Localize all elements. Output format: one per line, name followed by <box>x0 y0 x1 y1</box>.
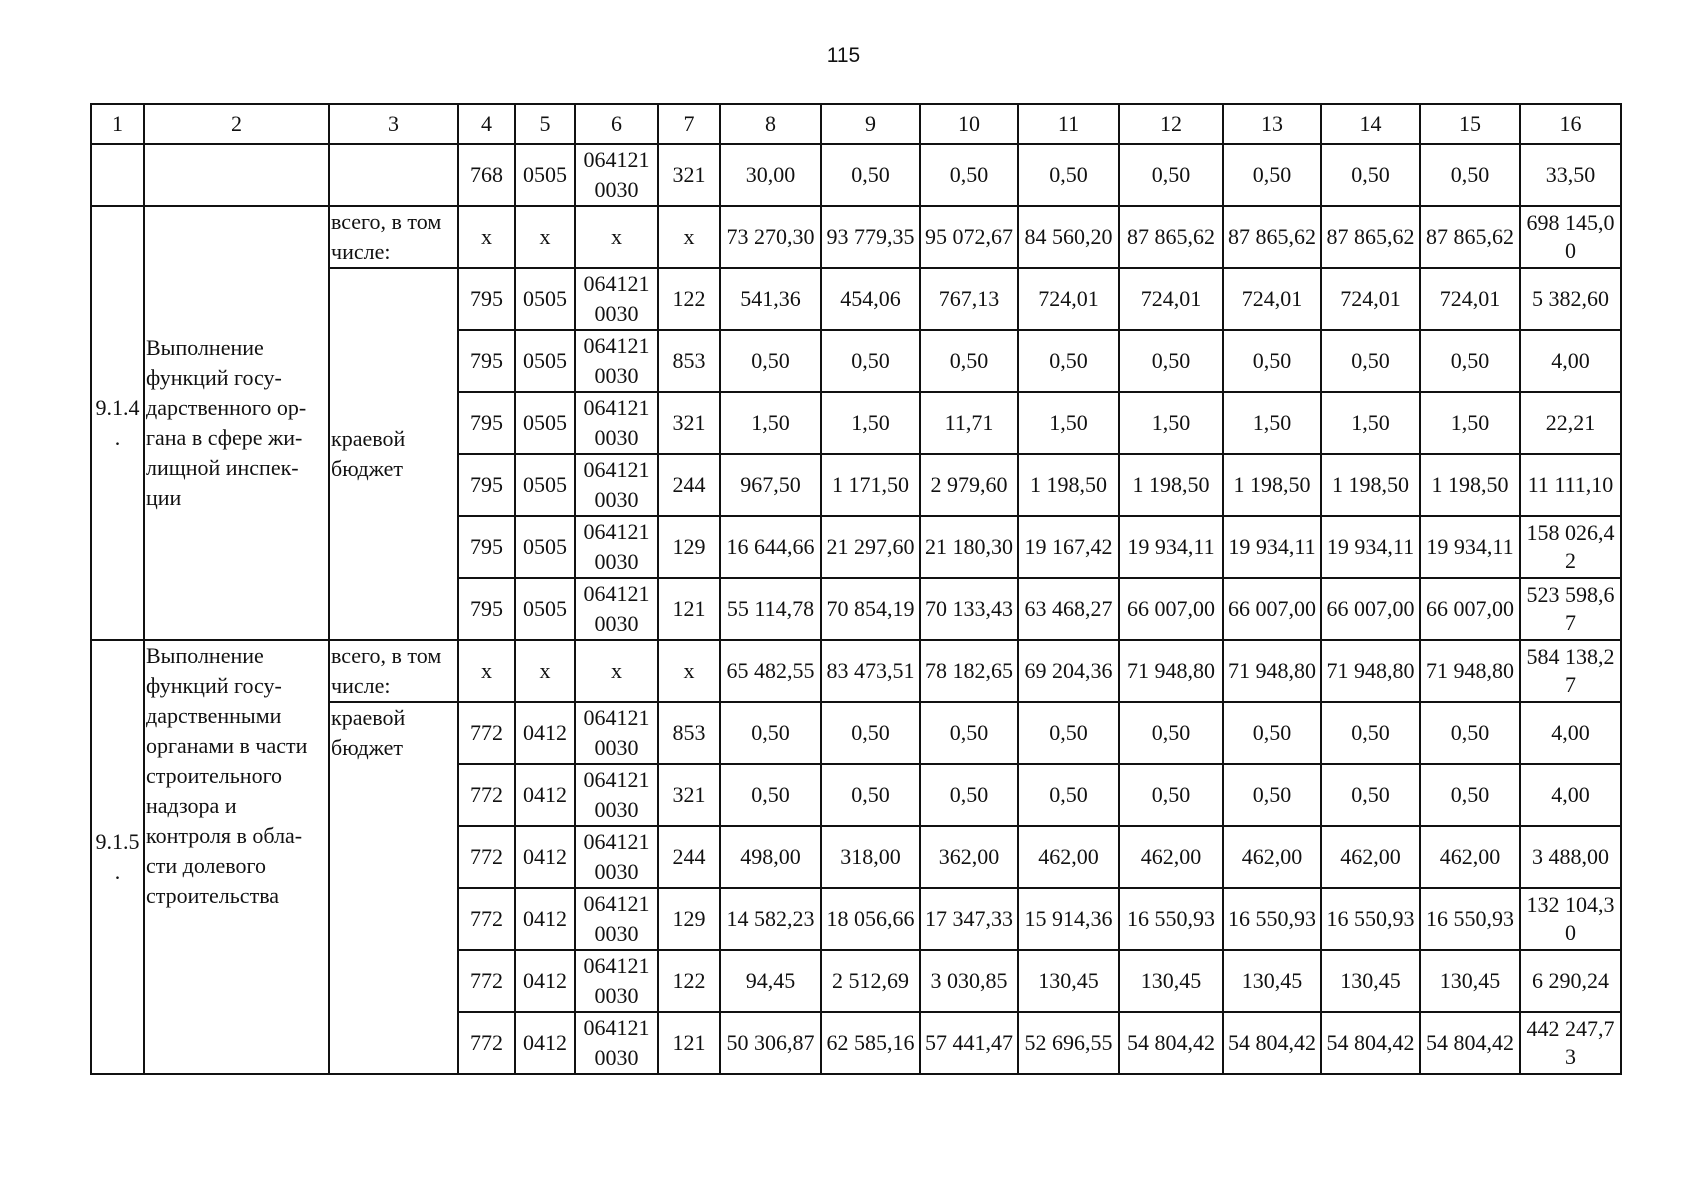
code-cell: 129 <box>658 888 720 950</box>
header-cell: 2 <box>144 104 329 144</box>
code-cell: 064121 0030 <box>575 516 658 578</box>
code-cell: 853 <box>658 330 720 392</box>
value-cell: 71 948,80 <box>1420 640 1520 702</box>
header-cell: 8 <box>720 104 821 144</box>
code-cell: 795 <box>458 330 515 392</box>
total-cell: 11 111,10 <box>1520 454 1621 516</box>
value-cell: 87 865,62 <box>1119 206 1223 268</box>
value-cell: 0,50 <box>1321 330 1420 392</box>
header-cell: 9 <box>821 104 920 144</box>
code-cell: x <box>458 206 515 268</box>
value-cell: 54 804,42 <box>1321 1012 1420 1074</box>
value-cell: 71 948,80 <box>1321 640 1420 702</box>
value-cell: 17 347,33 <box>920 888 1018 950</box>
value-cell: 130,45 <box>1321 950 1420 1012</box>
value-cell: 0,50 <box>1018 144 1119 206</box>
value-cell: 19 934,11 <box>1420 516 1520 578</box>
total-cell: 523 598,67 <box>1520 578 1621 640</box>
total-label: всего, в том числе: <box>329 206 458 268</box>
value-cell: 65 482,55 <box>720 640 821 702</box>
code-cell: 772 <box>458 888 515 950</box>
value-cell: 541,36 <box>720 268 821 330</box>
value-cell: 95 072,67 <box>920 206 1018 268</box>
value-cell: 19 934,11 <box>1223 516 1321 578</box>
value-cell: 1,50 <box>1420 392 1520 454</box>
table-row <box>91 144 1621 206</box>
row-index: 9.1.5 . <box>91 640 144 1074</box>
code-cell: 064121 0030 <box>575 1012 658 1074</box>
code-cell: 121 <box>658 1012 720 1074</box>
code-cell: 853 <box>658 702 720 764</box>
code-cell: 795 <box>458 268 515 330</box>
code-cell: 795 <box>458 516 515 578</box>
code-cell: 064121 0030 <box>575 578 658 640</box>
value-cell: 0,50 <box>821 330 920 392</box>
value-cell: 0,50 <box>1223 330 1321 392</box>
value-cell: 16 550,93 <box>1223 888 1321 950</box>
value-cell: 30,00 <box>720 144 821 206</box>
value-cell: 0,50 <box>1018 702 1119 764</box>
value-cell: 724,01 <box>1119 268 1223 330</box>
total-cell: 584 138,27 <box>1520 640 1621 702</box>
table-row <box>91 206 1621 268</box>
code-cell: 0412 <box>515 826 575 888</box>
value-cell: 70 133,43 <box>920 578 1018 640</box>
code-cell: 321 <box>658 392 720 454</box>
value-cell: 3 030,85 <box>920 950 1018 1012</box>
value-cell: 66 007,00 <box>1321 578 1420 640</box>
value-cell: 0,50 <box>1321 144 1420 206</box>
value-cell: 724,01 <box>1018 268 1119 330</box>
code-cell: 122 <box>658 950 720 1012</box>
code-cell: 795 <box>458 578 515 640</box>
value-cell: 0,50 <box>821 702 920 764</box>
value-cell: 73 270,30 <box>720 206 821 268</box>
value-cell: 724,01 <box>1321 268 1420 330</box>
header-cell: 1 <box>91 104 144 144</box>
value-cell: 724,01 <box>1420 268 1520 330</box>
value-cell: 0,50 <box>1321 702 1420 764</box>
value-cell: 130,45 <box>1018 950 1119 1012</box>
code-cell: 0505 <box>515 268 575 330</box>
table-body <box>91 104 1621 1074</box>
value-cell: 318,00 <box>821 826 920 888</box>
code-cell: 772 <box>458 764 515 826</box>
header-cell: 12 <box>1119 104 1223 144</box>
value-cell: 66 007,00 <box>1119 578 1223 640</box>
code-cell: x <box>658 640 720 702</box>
total-cell: 33,50 <box>1520 144 1621 206</box>
value-cell: 0,50 <box>1223 702 1321 764</box>
value-cell: 84 560,20 <box>1018 206 1119 268</box>
value-cell: 0,50 <box>720 330 821 392</box>
total-cell: 6 290,24 <box>1520 950 1621 1012</box>
code-cell: 064121 0030 <box>575 826 658 888</box>
value-cell: 0,50 <box>1223 764 1321 826</box>
value-cell: 724,01 <box>1223 268 1321 330</box>
value-cell: 71 948,80 <box>1119 640 1223 702</box>
value-cell: 767,13 <box>920 268 1018 330</box>
row-index: 9.1.4 . <box>91 206 144 640</box>
value-cell: 21 297,60 <box>821 516 920 578</box>
code-cell: 0412 <box>515 1012 575 1074</box>
measure-name: Выполнение функций госу-дарственного ор-гана в сфере жи-лищной инспек-ции <box>144 206 329 640</box>
code-cell: 244 <box>658 826 720 888</box>
header-cell: 10 <box>920 104 1018 144</box>
value-cell: 66 007,00 <box>1223 578 1321 640</box>
value-cell: 0,50 <box>1018 764 1119 826</box>
code-cell: 0412 <box>515 888 575 950</box>
header-cell: 14 <box>1321 104 1420 144</box>
header-cell: 13 <box>1223 104 1321 144</box>
value-cell: 1,50 <box>1119 392 1223 454</box>
total-cell: 4,00 <box>1520 330 1621 392</box>
empty-cell <box>91 144 144 206</box>
value-cell: 362,00 <box>920 826 1018 888</box>
header-cell: 11 <box>1018 104 1119 144</box>
code-cell: 772 <box>458 950 515 1012</box>
value-cell: 1,50 <box>1321 392 1420 454</box>
code-cell: 244 <box>658 454 720 516</box>
code-cell: 064121 0030 <box>575 268 658 330</box>
code-cell: 064121 0030 <box>575 702 658 764</box>
code-cell: 0505 <box>515 392 575 454</box>
code-cell: x <box>458 640 515 702</box>
value-cell: 0,50 <box>1119 702 1223 764</box>
value-cell: 63 468,27 <box>1018 578 1119 640</box>
code-cell: 064121 0030 <box>575 888 658 950</box>
total-cell: 22,21 <box>1520 392 1621 454</box>
value-cell: 462,00 <box>1223 826 1321 888</box>
total-cell: 4,00 <box>1520 764 1621 826</box>
value-cell: 1 198,50 <box>1119 454 1223 516</box>
code-cell: 0412 <box>515 950 575 1012</box>
value-cell: 0,50 <box>1420 330 1520 392</box>
code-cell: 129 <box>658 516 720 578</box>
value-cell: 0,50 <box>821 764 920 826</box>
total-cell: 4,00 <box>1520 702 1621 764</box>
code-cell: x <box>515 206 575 268</box>
code-cell: 064121 0030 <box>575 764 658 826</box>
value-cell: 66 007,00 <box>1420 578 1520 640</box>
value-cell: 50 306,87 <box>720 1012 821 1074</box>
value-cell: 16 550,93 <box>1119 888 1223 950</box>
value-cell: 87 865,62 <box>1321 206 1420 268</box>
value-cell: 55 114,78 <box>720 578 821 640</box>
value-cell: 1 198,50 <box>1420 454 1520 516</box>
header-cell: 16 <box>1520 104 1621 144</box>
value-cell: 14 582,23 <box>720 888 821 950</box>
header-cell: 7 <box>658 104 720 144</box>
code-cell: x <box>575 640 658 702</box>
value-cell: 16 644,66 <box>720 516 821 578</box>
code-cell: 321 <box>658 764 720 826</box>
value-cell: 462,00 <box>1018 826 1119 888</box>
value-cell: 21 180,30 <box>920 516 1018 578</box>
total-cell: 5 382,60 <box>1520 268 1621 330</box>
funding-source: краевой бюджет <box>329 702 458 1074</box>
value-cell: 130,45 <box>1223 950 1321 1012</box>
code-cell: 772 <box>458 702 515 764</box>
total-cell: 698 145,00 <box>1520 206 1621 268</box>
code-cell: 772 <box>458 826 515 888</box>
code-cell: 064121 0030 <box>575 330 658 392</box>
value-cell: 18 056,66 <box>821 888 920 950</box>
value-cell: 19 934,11 <box>1119 516 1223 578</box>
code-cell: x <box>515 640 575 702</box>
code-cell: 0505 <box>515 454 575 516</box>
code-cell: 0505 <box>515 516 575 578</box>
header-cell: 3 <box>329 104 458 144</box>
header-cell: 5 <box>515 104 575 144</box>
value-cell: 52 696,55 <box>1018 1012 1119 1074</box>
table-row <box>91 640 1621 702</box>
value-cell: 87 865,62 <box>1420 206 1520 268</box>
value-cell: 93 779,35 <box>821 206 920 268</box>
code-cell: 0412 <box>515 764 575 826</box>
value-cell: 11,71 <box>920 392 1018 454</box>
value-cell: 1,50 <box>1223 392 1321 454</box>
value-cell: 71 948,80 <box>1223 640 1321 702</box>
value-cell: 87 865,62 <box>1223 206 1321 268</box>
code-cell: 064121 0030 <box>575 392 658 454</box>
total-cell: 132 104,30 <box>1520 888 1621 950</box>
value-cell: 1 198,50 <box>1321 454 1420 516</box>
value-cell: 1 171,50 <box>821 454 920 516</box>
value-cell: 19 934,11 <box>1321 516 1420 578</box>
value-cell: 54 804,42 <box>1420 1012 1520 1074</box>
value-cell: 69 204,36 <box>1018 640 1119 702</box>
page-number: 115 <box>826 44 861 67</box>
code-cell: 064121 0030 <box>575 950 658 1012</box>
value-cell: 0,50 <box>720 702 821 764</box>
value-cell: 454,06 <box>821 268 920 330</box>
value-cell: 94,45 <box>720 950 821 1012</box>
value-cell: 0,50 <box>1420 764 1520 826</box>
code-cell: 121 <box>658 578 720 640</box>
value-cell: 130,45 <box>1420 950 1520 1012</box>
header-cell: 15 <box>1420 104 1520 144</box>
empty-cell <box>329 144 458 206</box>
code-cell: 0412 <box>515 702 575 764</box>
value-cell: 0,50 <box>1321 764 1420 826</box>
funding-source: краевой бюджет <box>329 268 458 640</box>
value-cell: 0,50 <box>821 144 920 206</box>
value-cell: 0,50 <box>1223 144 1321 206</box>
measure-name: Выполнение функций госу-дарственными органами в части строительного надзора и контроля в обла-сти долевого строительства <box>144 640 329 1074</box>
value-cell: 83 473,51 <box>821 640 920 702</box>
value-cell: 0,50 <box>920 702 1018 764</box>
value-cell: 130,45 <box>1119 950 1223 1012</box>
value-cell: 19 167,42 <box>1018 516 1119 578</box>
value-cell: 0,50 <box>920 764 1018 826</box>
value-cell: 0,50 <box>920 144 1018 206</box>
value-cell: 462,00 <box>1420 826 1520 888</box>
value-cell: 0,50 <box>1420 702 1520 764</box>
code-cell: 768 <box>458 144 515 206</box>
value-cell: 16 550,93 <box>1420 888 1520 950</box>
value-cell: 62 585,16 <box>821 1012 920 1074</box>
value-cell: 57 441,47 <box>920 1012 1018 1074</box>
value-cell: 0,50 <box>1119 144 1223 206</box>
code-cell: 795 <box>458 454 515 516</box>
value-cell: 0,50 <box>1119 764 1223 826</box>
value-cell: 462,00 <box>1119 826 1223 888</box>
code-cell: 795 <box>458 392 515 454</box>
value-cell: 967,50 <box>720 454 821 516</box>
code-cell: 321 <box>658 144 720 206</box>
value-cell: 1,50 <box>1018 392 1119 454</box>
code-cell: 122 <box>658 268 720 330</box>
code-cell: 772 <box>458 1012 515 1074</box>
header-cell: 6 <box>575 104 658 144</box>
code-cell: 0505 <box>515 578 575 640</box>
value-cell: 54 804,42 <box>1223 1012 1321 1074</box>
value-cell: 70 854,19 <box>821 578 920 640</box>
total-cell: 158 026,42 <box>1520 516 1621 578</box>
value-cell: 1 198,50 <box>1018 454 1119 516</box>
header-cell: 4 <box>458 104 515 144</box>
value-cell: 498,00 <box>720 826 821 888</box>
value-cell: 54 804,42 <box>1119 1012 1223 1074</box>
value-cell: 1 198,50 <box>1223 454 1321 516</box>
value-cell: 1,50 <box>821 392 920 454</box>
code-cell: 064121 0030 <box>575 144 658 206</box>
value-cell: 0,50 <box>720 764 821 826</box>
code-cell: x <box>575 206 658 268</box>
value-cell: 15 914,36 <box>1018 888 1119 950</box>
value-cell: 78 182,65 <box>920 640 1018 702</box>
code-cell: x <box>658 206 720 268</box>
total-cell: 442 247,73 <box>1520 1012 1621 1074</box>
total-cell: 3 488,00 <box>1520 826 1621 888</box>
value-cell: 2 979,60 <box>920 454 1018 516</box>
value-cell: 0,50 <box>920 330 1018 392</box>
header-row <box>91 104 1621 144</box>
code-cell: 0505 <box>515 330 575 392</box>
code-cell: 0505 <box>515 144 575 206</box>
budget-table <box>90 103 1622 1075</box>
value-cell: 1,50 <box>720 392 821 454</box>
value-cell: 16 550,93 <box>1321 888 1420 950</box>
value-cell: 2 512,69 <box>821 950 920 1012</box>
total-label: всего, в том числе: <box>329 640 458 702</box>
empty-cell <box>144 144 329 206</box>
code-cell: 064121 0030 <box>575 454 658 516</box>
value-cell: 462,00 <box>1321 826 1420 888</box>
value-cell: 0,50 <box>1119 330 1223 392</box>
value-cell: 0,50 <box>1420 144 1520 206</box>
value-cell: 0,50 <box>1018 330 1119 392</box>
